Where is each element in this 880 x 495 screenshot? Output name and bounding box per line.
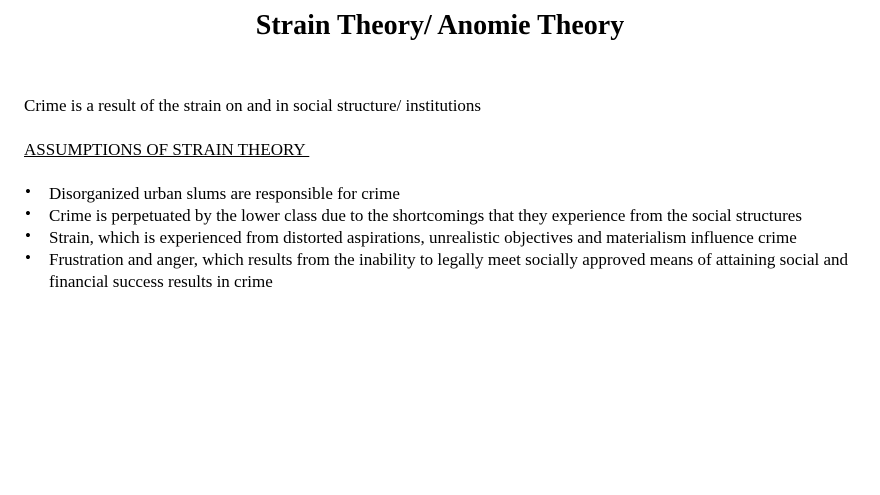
list-item bbox=[24, 183, 864, 205]
bullet-list bbox=[24, 183, 864, 293]
list-item-text: Crime is perpetuated by the lower class due to the shortcomings that they experience from the social structures bbox=[49, 206, 802, 225]
list-item-text: Disorganized urban slums are responsible for crime bbox=[49, 184, 400, 203]
bullet-icon: • bbox=[25, 204, 31, 223]
bullet-icon: • bbox=[25, 248, 31, 267]
list-item bbox=[24, 249, 864, 293]
intro-text: Crime is a result of the strain on and in social structure/ institutions bbox=[24, 96, 482, 115]
section-heading: ASSUMPTIONS OF STRAIN THEORY bbox=[24, 140, 310, 159]
list-item-text: Strain, which is experienced from distorted aspirations, unrealistic objectives and materialism influence crime bbox=[49, 228, 797, 247]
bullet-icon: • bbox=[25, 226, 31, 245]
list-item-text: Frustration and anger, which results from the inability to legally meet socially approved means of attaining social and financial success results in crime bbox=[49, 250, 849, 291]
bullet-icon: • bbox=[25, 182, 31, 201]
slide-title: Strain Theory/ Anomie Theory bbox=[255, 10, 625, 41]
list-item bbox=[24, 227, 864, 249]
list-item bbox=[24, 205, 864, 227]
